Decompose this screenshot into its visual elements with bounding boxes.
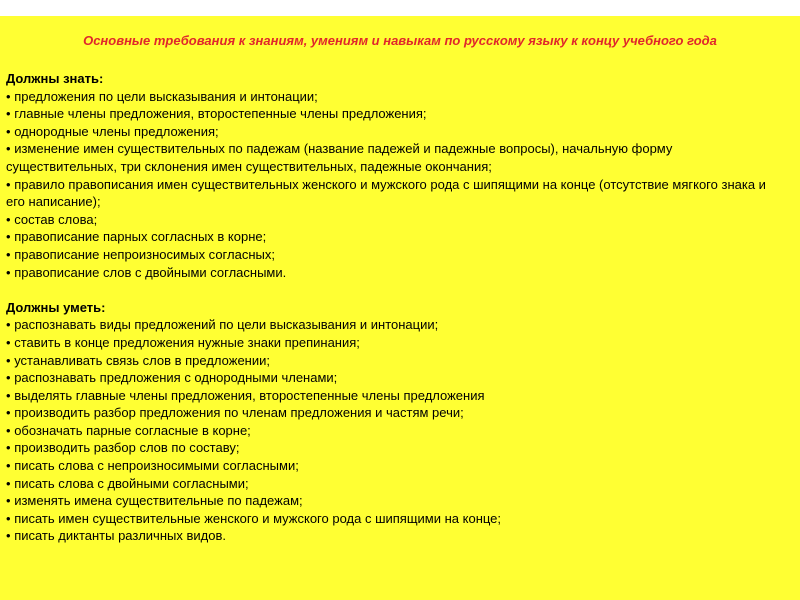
- know-item-text: состав слова;: [14, 211, 98, 227]
- can-item-text: распознавать виды предложений по цели высказывания и интонации;: [14, 317, 439, 333]
- can-item-text: изменять имена существительные по падежам;: [14, 493, 303, 509]
- know-item: [6, 123, 786, 141]
- know-item-text: правописание парных согласных в корне;: [14, 229, 267, 245]
- know-item: [6, 140, 786, 175]
- can-heading: Должны уметь:: [6, 299, 106, 315]
- know-item-text: изменение имен существительных по падежам (название падежей и падежные вопросы), начальную форму существительных, три склонения имен существительных, падежные окончания;: [6, 141, 673, 174]
- know-list: [6, 88, 786, 282]
- know-item-text: предложения по цели высказывания и интонации;: [14, 88, 318, 104]
- can-item: [6, 492, 786, 510]
- can-list: [6, 316, 786, 545]
- can-item-text: ставить в конце предложения нужные знаки препинания;: [14, 334, 360, 350]
- can-item-text: производить разбор предложения по членам предложения и частям речи;: [14, 405, 464, 421]
- know-item: [6, 176, 786, 211]
- bullet-marker: •: [6, 405, 11, 421]
- slide-body: [6, 70, 786, 545]
- bullet-marker: •: [6, 264, 11, 280]
- can-item: [6, 352, 786, 370]
- know-item: [6, 88, 786, 106]
- know-item-text: правило правописания имен существительных женского и мужского рода с шипящими на конце (отсутствие мягкого знака и его написание);: [6, 176, 766, 210]
- can-item: [6, 404, 786, 422]
- can-item-text: распознавать предложения с однородными членами;: [14, 370, 338, 386]
- know-item: [6, 264, 786, 282]
- know-heading: Должны знать:: [6, 71, 104, 86]
- can-item: [6, 422, 786, 440]
- can-item-text: писать имен существительные женского и мужского рода с шипящими на конце;: [14, 510, 502, 526]
- can-item-text: производить разбор слов по составу;: [14, 440, 240, 456]
- know-item: [6, 105, 786, 123]
- bullet-marker: •: [6, 106, 11, 122]
- can-item: [6, 387, 786, 405]
- bullet-marker: •: [6, 387, 11, 403]
- bullet-marker: •: [6, 88, 11, 104]
- know-item-text: главные члены предложения, второстепенные члены предложения;: [14, 106, 427, 122]
- can-item: [6, 439, 786, 457]
- bullet-marker: •: [6, 123, 11, 139]
- slide: [0, 16, 800, 600]
- bullet-marker: •: [6, 422, 11, 438]
- bullet-marker: •: [6, 317, 11, 333]
- bullet-marker: •: [6, 370, 11, 386]
- bullet-marker: •: [6, 475, 11, 491]
- can-item: [6, 369, 786, 387]
- know-item-text: правописание слов с двойными согласными.: [14, 264, 287, 280]
- know-item: [6, 246, 786, 264]
- bullet-marker: •: [6, 493, 11, 509]
- bullet-marker: •: [6, 211, 11, 227]
- bullet-marker: •: [6, 458, 11, 474]
- can-item: [6, 527, 786, 545]
- know-item-text: правописание непроизносимых согласных;: [14, 246, 275, 262]
- can-item-text: писать слова с двойными согласными;: [14, 475, 249, 491]
- can-item-text: писать диктанты различных видов.: [14, 528, 226, 544]
- bullet-marker: •: [6, 141, 11, 157]
- bullet-marker: •: [6, 334, 11, 350]
- bullet-marker: •: [6, 510, 11, 526]
- can-item: [6, 510, 786, 528]
- can-item-text: писать слова с непроизносимыми согласными;: [14, 458, 299, 474]
- bullet-marker: •: [6, 440, 11, 456]
- bullet-marker: •: [6, 229, 11, 245]
- bullet-marker: •: [6, 352, 11, 368]
- can-item: [6, 475, 786, 493]
- can-item-text: выделять главные члены предложения, второстепенные члены предложения: [14, 387, 485, 403]
- know-item: [6, 228, 786, 246]
- know-item-text: однородные члены предложения;: [14, 123, 219, 139]
- bullet-marker: •: [6, 246, 11, 262]
- slide-title: Основные требования к знаниям, умениям и навыкам по русскому языку к концу учебного года: [83, 33, 717, 48]
- can-item-text: устанавливать связь слов в предложении;: [14, 352, 270, 368]
- can-item: [6, 334, 786, 352]
- bullet-marker: •: [6, 176, 11, 192]
- bullet-marker: •: [6, 528, 11, 544]
- section-gap: [6, 281, 786, 299]
- can-item: [6, 316, 786, 334]
- know-item: [6, 211, 786, 229]
- can-item-text: обозначать парные согласные в корне;: [14, 422, 251, 438]
- can-item: [6, 457, 786, 475]
